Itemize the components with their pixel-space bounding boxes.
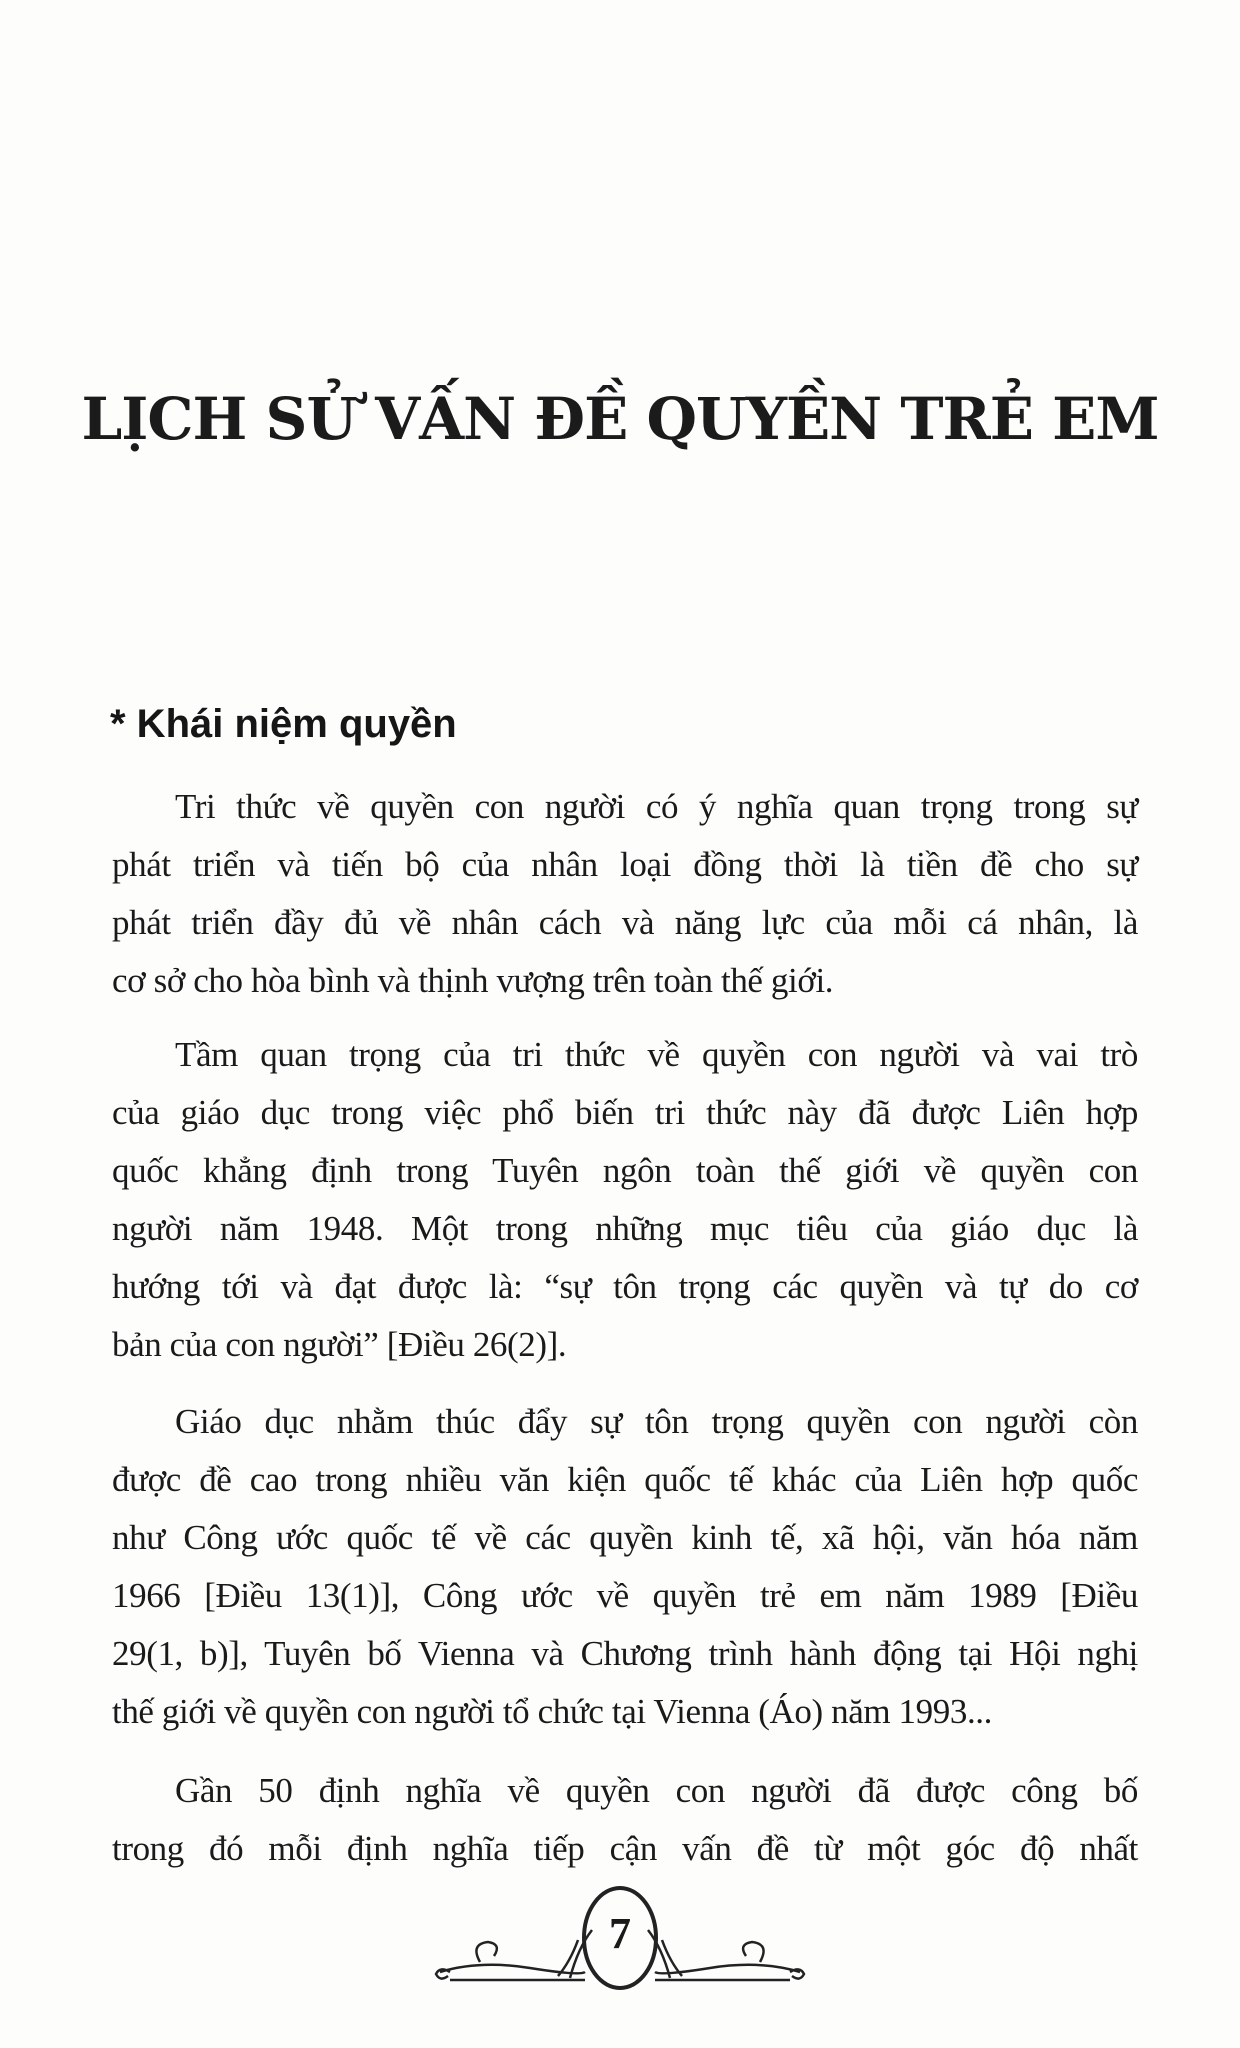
- text-line: Tri thức về quyền con người có ý nghĩa quan trọng trong sự: [175, 787, 1138, 826]
- text-line: phát triển đầy đủ về nhân cách và năng lực của mỗi cá nhân, là: [112, 903, 1138, 942]
- text-line: trong đó mỗi định nghĩa tiếp cận vấn đề từ một góc độ nhất: [112, 1829, 1138, 1868]
- text-line: Tầm quan trọng của tri thức về quyền con người và vai trò: [175, 1035, 1138, 1074]
- paragraph-4: [112, 1762, 1138, 1878]
- text-line: như Công ước quốc tế về các quyền kinh tế, xã hội, văn hóa năm: [112, 1518, 1138, 1557]
- text-line: người năm 1948. Một trong những mục tiêu của giáo dục là: [112, 1209, 1138, 1248]
- page-footer-ornament: [420, 1880, 820, 2000]
- text-line: của giáo dục trong việc phổ biến tri thức này đã được Liên hợp: [112, 1093, 1138, 1132]
- paragraph-1: [112, 778, 1138, 1010]
- paragraph-2: [112, 1026, 1138, 1374]
- chapter-title: LỊCH SỬ VẤN ĐỀ QUYỀN TRẺ EM: [81, 385, 1159, 453]
- text-line: được đề cao trong nhiều văn kiện quốc tế khác của Liên hợp quốc: [112, 1460, 1138, 1499]
- text-line: Gần 50 định nghĩa về quyền con người đã được công bố: [175, 1771, 1138, 1810]
- text-line: 1966 [Điều 13(1)], Công ước về quyền trẻ em năm 1989 [Điều: [112, 1576, 1138, 1615]
- text-line: cơ sở cho hòa bình và thịnh vượng trên toàn thế giới.: [112, 961, 834, 1000]
- text-line: 29(1, b)], Tuyên bố Vienna và Chương trình hành động tại Hội nghị: [112, 1634, 1138, 1673]
- paragraph-3: [112, 1393, 1138, 1741]
- text-line: phát triển và tiến bộ của nhân loại đồng thời là tiền đề cho sự: [112, 845, 1138, 884]
- text-line: thế giới về quyền con người tổ chức tại Vienna (Áo) năm 1993...: [112, 1692, 992, 1731]
- text-line: hướng tới và đạt được là: “sự tôn trọng các quyền và tự do cơ: [112, 1267, 1138, 1306]
- text-line: Giáo dục nhằm thúc đẩy sự tôn trọng quyền con người còn: [175, 1402, 1138, 1441]
- text-line: bản của con người” [Điều 26(2)].: [112, 1325, 567, 1364]
- page-number: 7: [609, 1909, 631, 1958]
- text-line: quốc khẳng định trong Tuyên ngôn toàn thế giới về quyền con: [112, 1151, 1138, 1190]
- section-heading: * Khái niệm quyền: [110, 702, 457, 746]
